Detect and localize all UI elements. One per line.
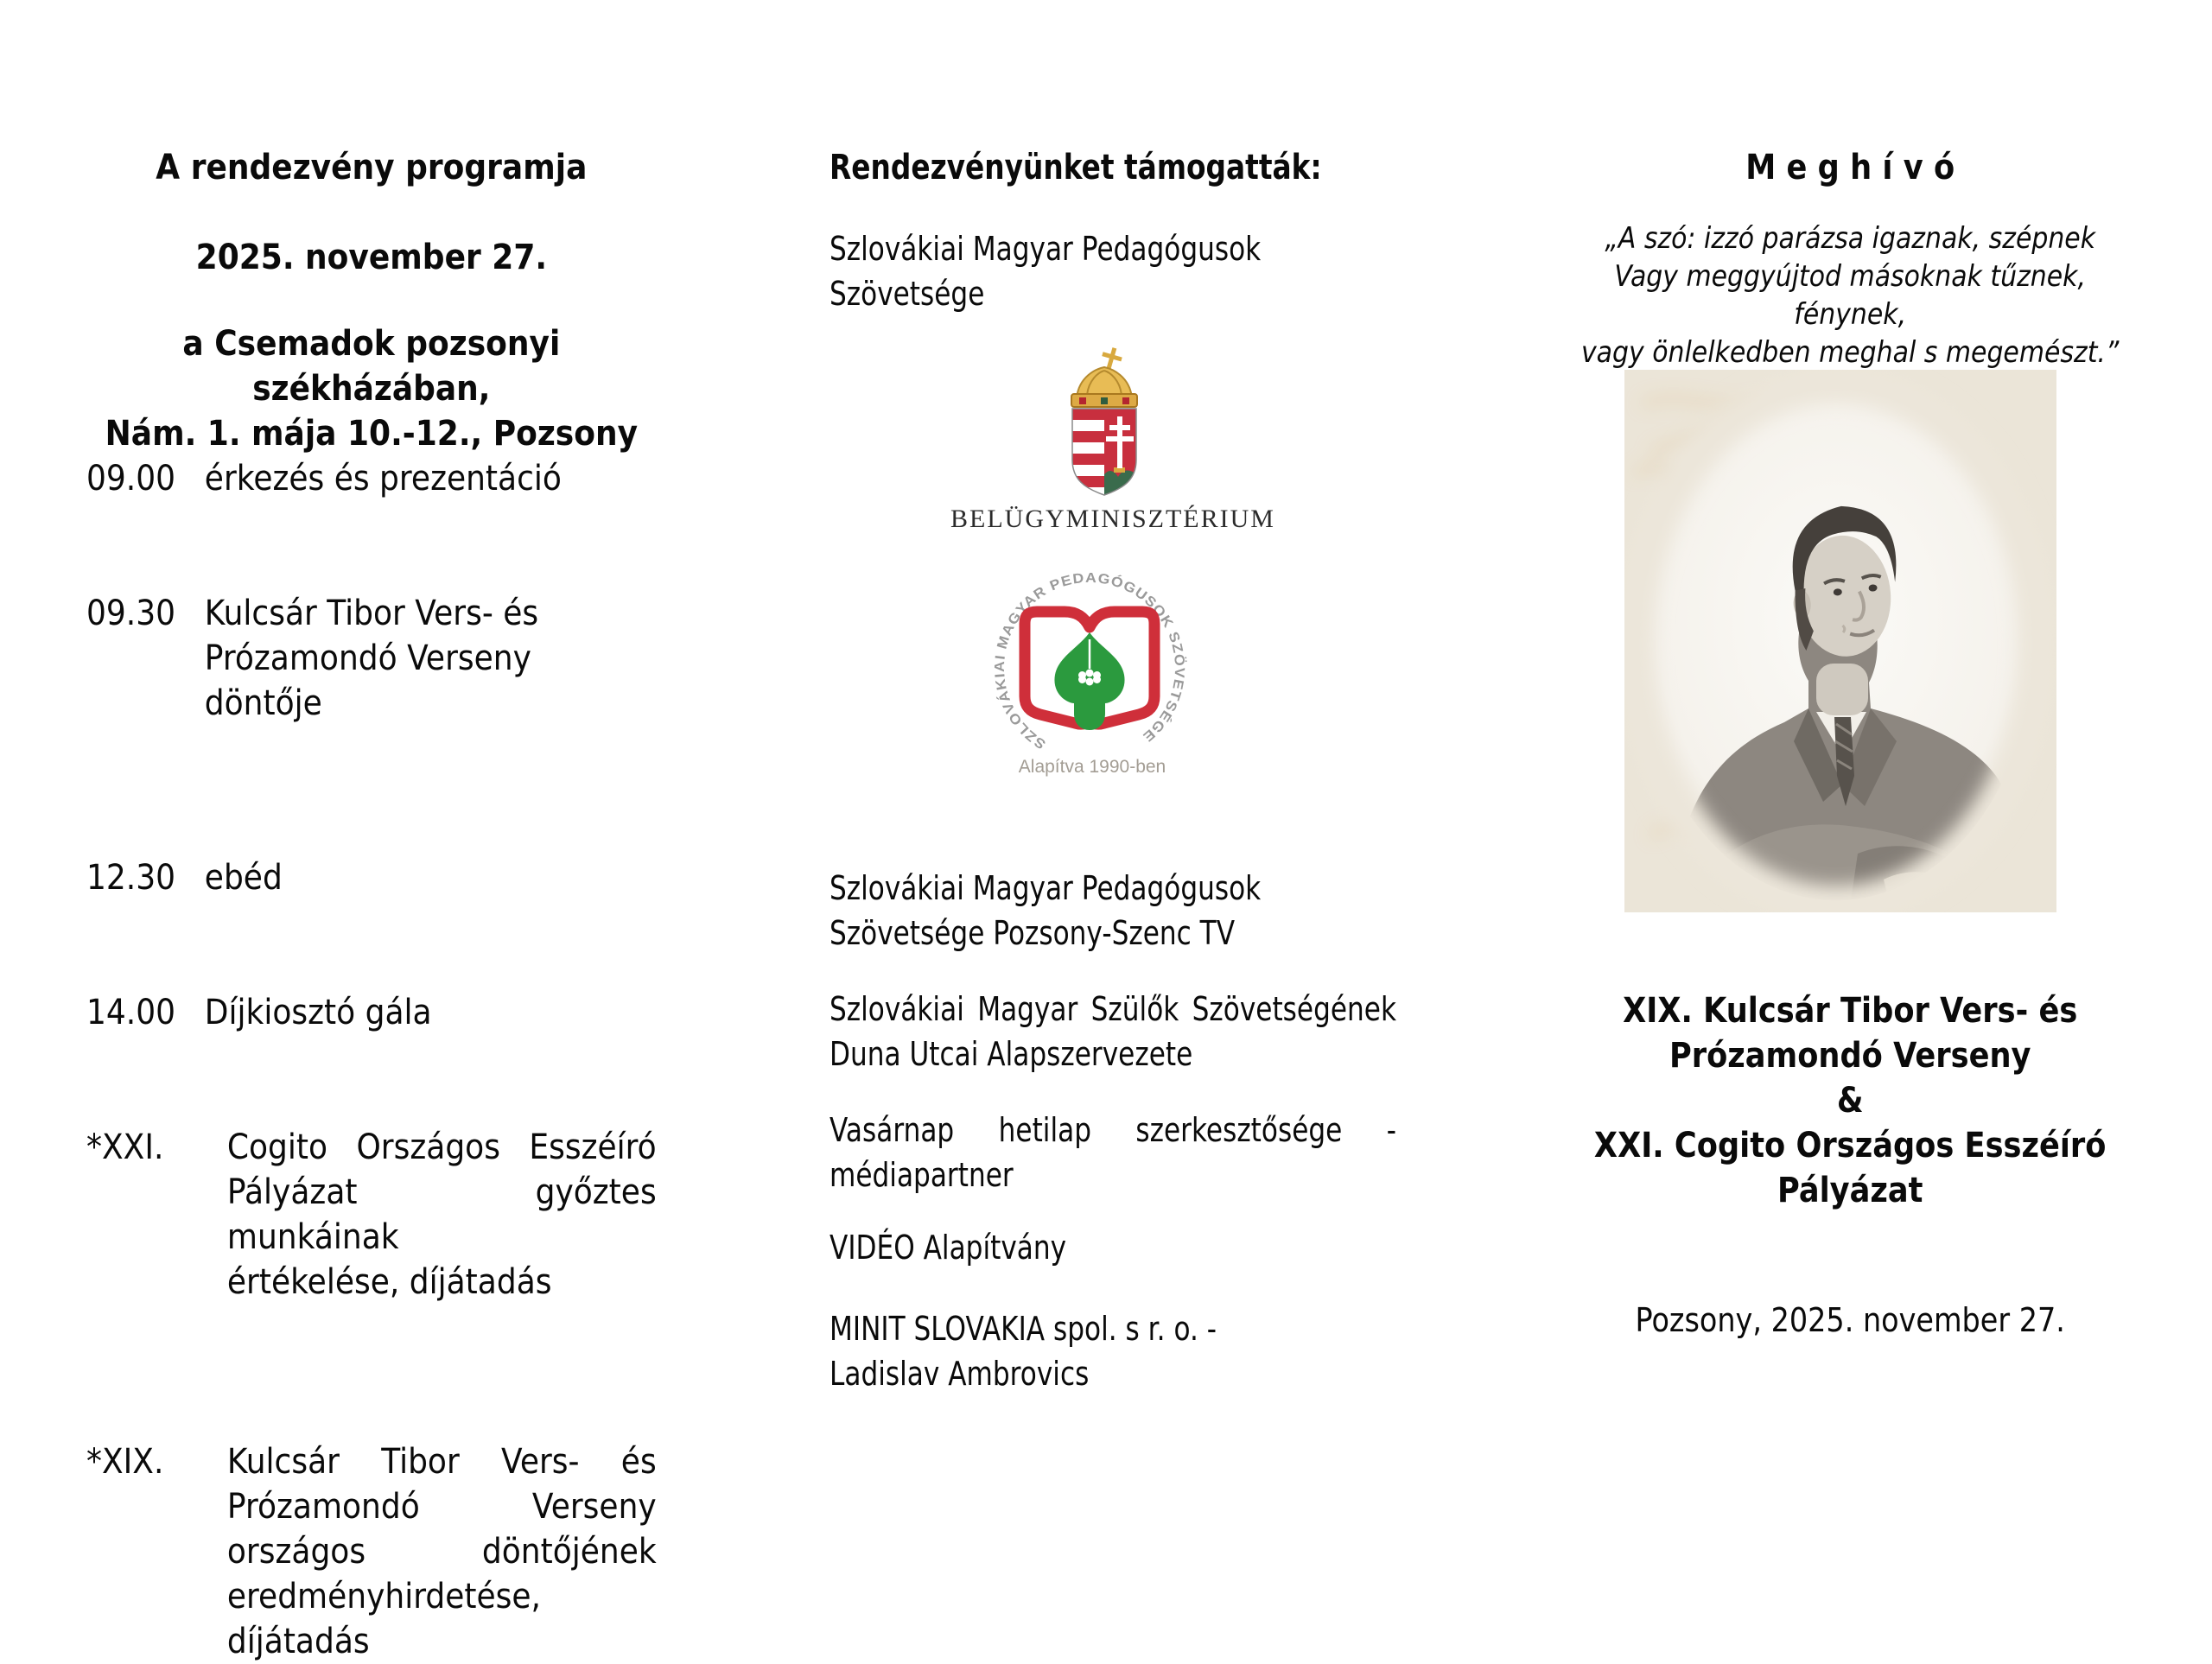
schedule-row [86,456,657,501]
quote-line: vagy önlelkedben meghal s megemészt.” [1580,335,2120,370]
supporter-line: Szövetsége Pozsony-Szenc TV [830,914,1236,952]
place-date: Pozsony, 2025. november 27. [1635,1301,2065,1339]
portrait-photo [1624,370,2056,916]
supporter-entry [830,866,1396,956]
quote-line: „A szó: izzó parázsa igaznak, szépnek [1605,221,2096,256]
event-title-line: & [1836,1081,1864,1121]
event-title-line: XXI. Cogito Országos Esszéíró [1593,1126,2107,1165]
schedule-line: Díjkiosztó gála [204,993,432,1032]
invitation-quote [1573,219,2127,372]
supporter-line: Szlovákiai Magyar Pedagógusok [830,230,1262,268]
supporter-entry [830,1306,1396,1396]
supporter-line: Vasárnap hetilap szerkesztősége - [830,1111,1396,1149]
schedule-row [86,591,657,726]
supporter-entry [830,226,1396,316]
extra-item-line: országos döntőjének [226,1532,657,1572]
event-title-line: Pályázat [1777,1171,1923,1210]
supporter-entry [830,987,1396,1077]
schedule-line: Kulcsár Tibor Vers- és [204,594,539,633]
schedule-row [86,855,657,900]
ministry-logo-caption: BELÜGYMINISZTÉRIUM [950,505,1275,533]
schedule-line: ebéd [204,858,283,898]
schedule-line: érkezés és prezentáció [204,459,562,499]
event-title-block [1573,988,2127,1213]
venue-line: Nám. 1. mája 10.-12., Pozsony [105,414,639,454]
extra-item-line: díjátadás [226,1622,370,1661]
event-title-line: Prózamondó Verseny [1669,1036,2031,1076]
supporter-entry [830,1225,1396,1270]
supporter-line: Szlovákiai Magyar Pedagógusok [830,869,1262,907]
smpsz-logo-icon [982,560,1198,784]
supporters-panel [830,0,1396,1572]
schedule-line: Prózamondó Verseny döntője [204,638,531,723]
smpsz-founded-text: Alapítva 1990-ben [1018,757,1166,777]
program-extra-item [86,1439,657,1664]
supporter-line: Duna Utcai Alapszervezete [830,1035,1193,1073]
schedule-time: 09.30 [86,594,176,633]
extra-item-marker: *XIX. [86,1442,164,1482]
event-title-line: XIX. Kulcsár Tibor Vers- és [1623,991,2078,1031]
supporter-entry [830,1108,1396,1197]
schedule-row [86,990,657,1035]
extra-item-line: Pályázat győztes munkáinak [226,1172,657,1257]
smpsz-circular-text: SZLOVÁKIAI MAGYAR PEDAGÓGUSOK SZÖVETSÉGE [992,570,1187,752]
extra-item-line: Kulcsár Tibor Vers- és [226,1442,657,1482]
supporter-line: Szövetsége [830,275,985,313]
program-date: 2025. november 27. [195,238,548,277]
schedule-time: 12.30 [86,858,176,898]
program-extra-item [86,1125,657,1305]
supporters-title: Rendezvényünket támogatták: [830,148,1322,187]
program-title: A rendezvény programja [156,148,588,187]
extra-item-line: eredményhirdetése, [226,1577,541,1616]
extra-item-line: értékelése, díjátadás [226,1262,552,1302]
program-venue [86,321,657,456]
invitation-title: M e g h í v ó [1745,148,1955,187]
schedule-time: 14.00 [86,993,176,1032]
supporter-line: Szlovákiai Magyar Szülők Szövetségének [830,990,1396,1028]
venue-line: a Csemadok pozsonyi székházában, [182,324,561,409]
program-panel [86,0,657,1661]
supporter-line: Ladislav Ambrovics [830,1355,1090,1393]
supporter-line: médiapartner [830,1156,1014,1194]
extra-item-line: Prózamondó Verseny [226,1487,657,1527]
extra-item-marker: *XXI. [86,1127,164,1167]
supporter-line: VIDÉO Alapítvány [830,1229,1067,1267]
quote-line: Vagy meggyújtod másoknak tűznek, fénynek, [1614,259,2086,332]
schedule-time: 09.00 [86,459,176,499]
extra-item-line: Cogito Országos Esszéíró [226,1127,657,1167]
ministry-coat-of-arms-icon [1048,346,1160,506]
supporter-line: MINIT SLOVAKIA spol. s r. o. - [830,1310,1217,1348]
